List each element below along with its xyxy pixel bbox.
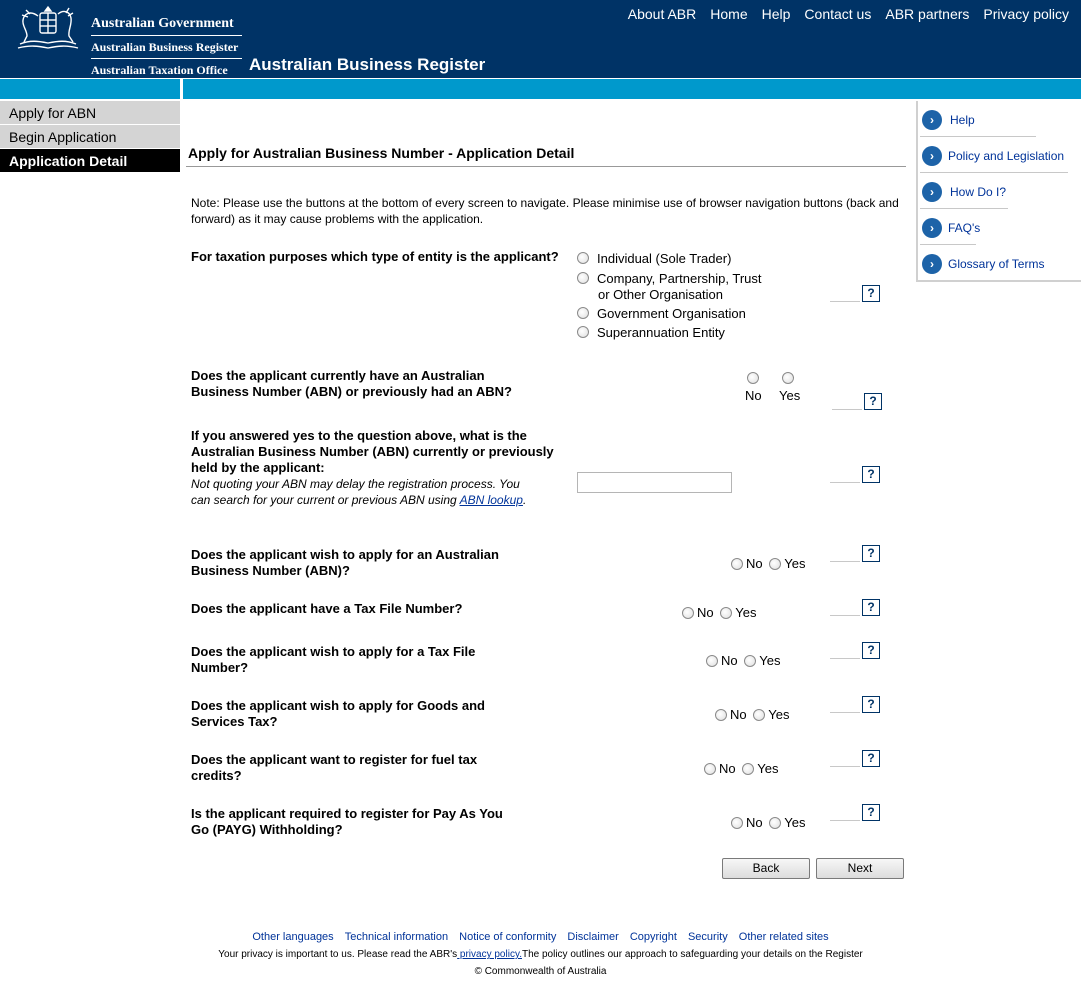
gst-yes-label: Yes [768, 707, 790, 722]
gst-no-label: No [730, 707, 747, 722]
help-divider [830, 615, 860, 616]
agency-name: Australian Business Register [91, 40, 239, 54]
entity-superannuation-label: Superannuation Entity [597, 325, 725, 340]
apply-tfn-no-radio[interactable] [706, 655, 718, 667]
apply-abn-help-button[interactable]: ? [862, 545, 880, 562]
abn-number-question-line3: held by the applicant: [191, 460, 325, 475]
abn-number-question-line1: If you answered yes to the question above, what is the [191, 428, 527, 443]
panel-divider [920, 172, 1068, 173]
nav-abr-partners[interactable]: ABR partners [885, 6, 970, 22]
agency-name-secondary: Australian Taxation Office [91, 63, 228, 77]
policy-legislation-link[interactable] [922, 146, 1064, 166]
footer-link-other-languages[interactable]: Other languages [252, 931, 334, 943]
panel-divider [920, 244, 976, 245]
tfn-yes-radio[interactable] [720, 607, 732, 619]
footer-privacy-statement: Your privacy is important to us. Please read the ABR's privacy policy.The policy outlines our approach to safeguarding your details on the Register [218, 949, 863, 960]
payg-yes-label: Yes [784, 815, 806, 830]
abn-number-help-button[interactable]: ? [862, 466, 880, 483]
abn-lookup-link[interactable]: ABN lookup [459, 493, 523, 507]
help-divider [830, 561, 860, 562]
apply-abn-no-label: No [746, 556, 763, 571]
header-accent-gap [180, 78, 183, 99]
abn-number-note-line1: Not quoting your ABN may delay the registration process. You [191, 477, 520, 491]
gst-help-button[interactable]: ? [862, 696, 880, 713]
entity-superannuation-radio[interactable] [577, 326, 589, 338]
right-help-panel [916, 101, 1081, 282]
site-header [0, 0, 1081, 78]
abn-held-no-radio[interactable] [747, 372, 759, 384]
how-do-i-label: How Do I? [950, 185, 1007, 199]
how-do-i-link[interactable] [922, 182, 1006, 202]
payg-options [731, 815, 808, 831]
help-divider [830, 766, 860, 767]
chevron-right-icon: › [922, 146, 942, 166]
policy-legislation-label: Policy and Legislation [948, 149, 1065, 163]
fuel-tax-yes-radio[interactable] [742, 763, 754, 775]
payg-no-radio[interactable] [731, 817, 743, 829]
apply-abn-options [731, 556, 808, 572]
entity-government-label: Government Organisation [597, 306, 746, 321]
apply-abn-yes-label: Yes [784, 556, 806, 571]
apply-tfn-question: Does the applicant wish to apply for a Tax File Number? [191, 644, 476, 675]
apply-tfn-options [706, 653, 783, 669]
sidebar-item-apply-for-abn[interactable]: Apply for ABN [0, 101, 180, 125]
entity-company-label-line2: or Other Organisation [598, 287, 724, 302]
entity-government-radio[interactable] [577, 307, 589, 319]
apply-abn-yes-radio[interactable] [769, 558, 781, 570]
apply-tfn-yes-label: Yes [759, 653, 781, 668]
help-divider [830, 712, 860, 713]
glossary-label: Glossary of Terms [948, 257, 1045, 271]
faqs-link[interactable] [922, 218, 980, 238]
fuel-tax-options [704, 761, 781, 777]
entity-company-label: Company, Partnership, Trust [597, 271, 762, 286]
abn-held-no-label: No [745, 388, 762, 403]
header-divider [91, 35, 242, 36]
next-button[interactable]: Next [816, 858, 904, 879]
abn-number-question [191, 428, 554, 476]
header-accent-bar [0, 78, 1081, 99]
apply-abn-no-radio[interactable] [731, 558, 743, 570]
footer-copyright: © Commonwealth of Australia [474, 966, 607, 977]
help-divider [830, 658, 860, 659]
entity-type-question: For taxation purposes which type of entity is the applicant? [191, 249, 559, 264]
chevron-right-icon: › [922, 254, 942, 274]
abn-number-input[interactable] [577, 472, 732, 493]
privacy-policy-link[interactable]: privacy policy. [457, 949, 522, 960]
coat-of-arms-logo [12, 4, 84, 52]
gst-options [715, 707, 792, 723]
fuel-tax-question: Does the applicant want to register for fuel tax credits? [191, 752, 478, 783]
abn-held-question-line1: Does the applicant currently have an Australian [191, 368, 485, 383]
apply-abn-question: Does the applicant wish to apply for an Australian Business Number (ABN)? [191, 547, 499, 578]
help-link[interactable] [922, 110, 975, 130]
back-button[interactable]: Back [722, 858, 810, 879]
abn-held-question [191, 368, 512, 400]
gst-yes-radio[interactable] [753, 709, 765, 721]
footer-link-disclaimer[interactable]: Disclaimer [567, 931, 619, 943]
nav-home[interactable]: Home [710, 6, 748, 22]
chevron-right-icon: › [922, 182, 942, 202]
tfn-yes-label: Yes [735, 605, 757, 620]
panel-divider [920, 208, 1008, 209]
help-link-label: Help [950, 113, 975, 127]
entity-individual-label: Individual (Sole Trader) [597, 251, 732, 266]
nav-help[interactable]: Help [761, 6, 791, 22]
entity-company-radio[interactable] [577, 272, 589, 284]
entity-help-button[interactable]: ? [862, 285, 880, 302]
navigation-note: Note: Please use the buttons at the bottom of every screen to navigate. Please minimise use of browser navigation buttons (back and forward) as it may cause problems with the application. [191, 196, 899, 226]
page-title: Apply for Australian Business Number - Application Detail [188, 145, 575, 161]
footer-link-security[interactable]: Security [687, 931, 728, 943]
fuel-tax-help-button[interactable]: ? [862, 750, 880, 767]
entity-individual-radio[interactable] [577, 252, 589, 264]
sidebar-item-begin-application[interactable]: Begin Application [0, 125, 180, 149]
left-sidebar [0, 101, 180, 173]
help-divider [832, 409, 862, 410]
header-divider [91, 58, 242, 59]
government-name: Australian Government [91, 16, 234, 31]
footer-link-other-related-sites[interactable]: Other related sites [738, 931, 829, 943]
footer-links [0, 931, 1081, 943]
tfn-options [682, 605, 759, 621]
chevron-right-icon: › [922, 110, 942, 130]
footer-link-copyright[interactable]: Copyright [629, 931, 677, 943]
abn-number-note [191, 476, 526, 508]
abn-number-question-line2: Australian Business Number (ABN) currently or previously [191, 444, 554, 459]
tfn-question: Does the applicant have a Tax File Number? [191, 601, 463, 616]
apply-tfn-help-button[interactable]: ? [862, 642, 880, 659]
payg-no-label: No [746, 815, 763, 830]
nav-privacy-policy[interactable]: Privacy policy [983, 6, 1069, 22]
gst-question: Does the applicant wish to apply for Goods and Services Tax? [191, 698, 485, 729]
abn-held-yes-label: Yes [779, 388, 801, 403]
nav-about-abr[interactable]: About ABR [627, 6, 697, 22]
abn-held-question-line2: Business Number (ABN) or previously had an ABN? [191, 384, 512, 399]
abn-held-yes-radio[interactable] [782, 372, 794, 384]
abn-number-note-line2: can search for your current or previous ABN using ABN lookup. [191, 493, 527, 507]
nav-contact-us[interactable]: Contact us [804, 6, 872, 22]
panel-divider [920, 136, 1036, 137]
fuel-tax-no-label: No [719, 761, 736, 776]
help-divider [830, 301, 860, 302]
tfn-no-label: No [697, 605, 714, 620]
fuel-tax-no-radio[interactable] [704, 763, 716, 775]
gst-no-radio[interactable] [715, 709, 727, 721]
title-divider [186, 166, 906, 167]
payg-question: Is the applicant required to register for Pay As You Go (PAYG) Withholding? [191, 806, 503, 837]
site-title: Australian Business Register [249, 55, 486, 74]
faqs-label: FAQ's [948, 221, 981, 235]
chevron-right-icon: › [922, 218, 942, 238]
help-divider [830, 482, 860, 483]
payg-help-button[interactable]: ? [862, 804, 880, 821]
top-navigation [614, 6, 1069, 22]
abn-held-help-button[interactable]: ? [864, 393, 882, 410]
tfn-no-radio[interactable] [682, 607, 694, 619]
apply-tfn-no-label: No [721, 653, 738, 668]
help-divider [830, 820, 860, 821]
glossary-link[interactable] [922, 254, 1044, 274]
tfn-help-button[interactable]: ? [862, 599, 880, 616]
fuel-tax-yes-label: Yes [757, 761, 779, 776]
footer-link-technical-information[interactable]: Technical information [344, 931, 449, 943]
sidebar-item-application-detail[interactable]: Application Detail [0, 149, 180, 173]
apply-tfn-yes-radio[interactable] [744, 655, 756, 667]
payg-yes-radio[interactable] [769, 817, 781, 829]
footer-link-notice-of-conformity[interactable]: Notice of conformity [459, 931, 557, 943]
